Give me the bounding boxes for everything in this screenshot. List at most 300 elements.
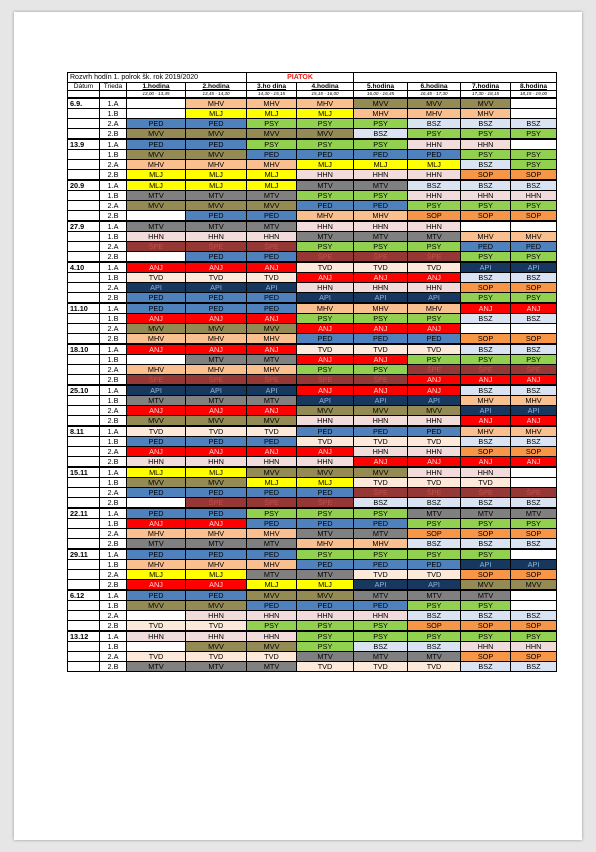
lesson-cell: PSY xyxy=(247,508,297,519)
lesson-cell: ŠPE xyxy=(297,498,354,509)
schedule-row xyxy=(68,396,557,406)
lesson-cell: PED xyxy=(186,252,247,263)
lesson-cell: MVV xyxy=(297,467,354,478)
date-cell-empty xyxy=(68,324,100,334)
lesson-cell: TVD xyxy=(127,621,186,632)
lesson-cell: MHV xyxy=(247,160,297,170)
lesson-cell: PED xyxy=(247,437,297,447)
lesson-cell: MVV xyxy=(247,416,297,427)
lesson-cell: HHN xyxy=(511,642,557,652)
lesson-cell: ŠPE xyxy=(408,488,461,498)
lesson-cell: API xyxy=(354,396,408,406)
lesson-cell: ANJ xyxy=(408,457,461,468)
date-cell-empty xyxy=(68,242,100,252)
schedule-row xyxy=(68,457,557,468)
lesson-cell: HHN xyxy=(354,170,408,181)
schedule-row xyxy=(68,601,557,611)
lesson-cell: ANJ xyxy=(461,416,511,427)
class-cell: 1.B xyxy=(100,396,127,406)
date-cell: 6.12 xyxy=(68,590,100,601)
lesson-cell: PSY xyxy=(461,519,511,529)
lesson-cell: PED xyxy=(297,334,354,345)
lesson-cell: HHN xyxy=(297,283,354,293)
lesson-cell: ŠPE xyxy=(408,252,461,263)
lesson-cell: HHN xyxy=(297,416,354,427)
date-cell-empty xyxy=(68,519,100,529)
class-cell: 2.A xyxy=(100,529,127,539)
lesson-cell: BSZ xyxy=(461,662,511,672)
lesson-cell: HHN xyxy=(186,611,247,621)
date-cell-empty xyxy=(68,314,100,324)
lesson-cell xyxy=(511,98,557,109)
lesson-cell xyxy=(511,467,557,478)
lesson-cell: PED xyxy=(127,437,186,447)
lesson-time-3: 14,30 - 15,15 xyxy=(247,91,297,99)
lesson-cell: ŠPE xyxy=(461,365,511,375)
lesson-cell: PED xyxy=(297,426,354,437)
lesson-cell: MTV xyxy=(127,662,186,672)
lesson-cell: API xyxy=(461,262,511,273)
lesson-time-8: 18,15 - 19,00 xyxy=(511,91,557,99)
schedule-row xyxy=(68,242,557,252)
schedule-row xyxy=(68,529,557,539)
class-cell: 1.B xyxy=(100,601,127,611)
schedule-row xyxy=(68,191,557,201)
title-row xyxy=(68,73,557,83)
lesson-cell: PED xyxy=(186,293,247,304)
lesson-cell: MTV xyxy=(408,652,461,662)
class-cell: 1.B xyxy=(100,560,127,570)
lesson-cell: HHN xyxy=(408,221,461,232)
lesson-cell: BSZ xyxy=(461,180,511,191)
class-cell: 1.B xyxy=(100,642,127,652)
lesson-cell: MLJ xyxy=(127,170,186,181)
date-cell-empty xyxy=(68,129,100,140)
class-cell: 2.B xyxy=(100,293,127,304)
lesson-cell: MVV xyxy=(511,580,557,591)
date-cell-empty xyxy=(68,539,100,550)
lesson-cell: TVD xyxy=(247,652,297,662)
lesson-cell: PSY xyxy=(461,601,511,611)
lesson-cell: ANJ xyxy=(127,580,186,591)
lesson-cell: TVD xyxy=(127,426,186,437)
lesson-cell: PSY xyxy=(297,242,354,252)
lesson-cell: ANJ xyxy=(408,273,461,283)
lesson-cell: API xyxy=(354,580,408,591)
lesson-cell: MHV xyxy=(511,232,557,242)
lesson-cell: MTV xyxy=(354,590,408,601)
lesson-cell xyxy=(127,642,186,652)
schedule-row xyxy=(68,590,557,601)
lesson-cell: SOP xyxy=(461,170,511,181)
lesson-cell: ANJ xyxy=(354,324,408,334)
date-cell-empty xyxy=(68,355,100,365)
date-cell: 20.9 xyxy=(68,180,100,191)
lesson-cell: API xyxy=(408,396,461,406)
lesson-cell: MLJ xyxy=(127,467,186,478)
lesson-cell: HHN xyxy=(247,631,297,642)
class-cell: 2.A xyxy=(100,570,127,580)
lesson-cell: MTV xyxy=(354,232,408,242)
date-cell-empty xyxy=(68,375,100,386)
schedule-row xyxy=(68,375,557,386)
lesson-cell: HHN xyxy=(127,631,186,642)
lesson-cell: BSZ xyxy=(511,498,557,509)
lesson-cell: ANJ xyxy=(127,519,186,529)
lesson-cell xyxy=(511,549,557,560)
lesson-cell: ANJ xyxy=(127,447,186,457)
lesson-cell xyxy=(511,324,557,334)
lesson-cell: TVD xyxy=(186,621,247,632)
lesson-cell: API xyxy=(247,385,297,396)
lesson-cell: API xyxy=(186,385,247,396)
lesson-cell: ŠPE xyxy=(186,242,247,252)
lesson-cell: BSZ xyxy=(461,539,511,550)
lesson-cell: TVD xyxy=(354,262,408,273)
class-cell: 1.B xyxy=(100,437,127,447)
lesson-cell: MTV xyxy=(354,652,408,662)
class-cell: 2.A xyxy=(100,201,127,211)
date-column-header: Dátum xyxy=(68,83,100,91)
lesson-time-2: 13,45 - 14,30 xyxy=(186,91,247,99)
lesson-cell: TVD xyxy=(408,478,461,488)
lesson-cell: MVV xyxy=(247,642,297,652)
lesson-cell xyxy=(461,324,511,334)
date-cell: 22.11 xyxy=(68,508,100,519)
schedule-row xyxy=(68,385,557,396)
lesson-cell xyxy=(511,601,557,611)
date-cell: 8.11 xyxy=(68,426,100,437)
class-cell: 2.A xyxy=(100,242,127,252)
lesson-cell: PSY xyxy=(408,549,461,560)
date-cell-empty xyxy=(68,416,100,427)
lesson-cell: TVD xyxy=(408,662,461,672)
lesson-cell: PSY xyxy=(511,252,557,263)
lesson-cell: PED xyxy=(247,488,297,498)
lesson-cell: ANJ xyxy=(247,262,297,273)
lesson-cell: ANJ xyxy=(247,314,297,324)
lesson-cell: MLJ xyxy=(186,180,247,191)
lesson-cell: ŠPE xyxy=(511,488,557,498)
lesson-cell: MHV xyxy=(354,539,408,550)
class-cell: 2.B xyxy=(100,170,127,181)
day-title: PIATOK xyxy=(247,73,354,83)
lesson-cell: API xyxy=(511,262,557,273)
lesson-cell: ŠPE xyxy=(186,498,247,509)
lesson-cell: ŠPE xyxy=(186,375,247,386)
lesson-cell: MLJ xyxy=(186,467,247,478)
schedule-row xyxy=(68,570,557,580)
lesson-cell: MLJ xyxy=(186,570,247,580)
lesson-cell: PED xyxy=(354,201,408,211)
schedule-row xyxy=(68,221,557,232)
lesson-cell: PSY xyxy=(247,139,297,150)
schedule-title: Rozvrh hodín 1. polrok šk. rok 2019/2020 xyxy=(68,73,247,83)
lesson-cell: TVD xyxy=(247,426,297,437)
lesson-cell: ANJ xyxy=(511,457,557,468)
lesson-cell: MTV xyxy=(354,529,408,539)
lesson-cell: PSY xyxy=(297,314,354,324)
lesson-cell: MHV xyxy=(461,426,511,437)
class-cell: 1.A xyxy=(100,631,127,642)
lesson-cell: ANJ xyxy=(186,406,247,416)
class-cell: 1.B xyxy=(100,355,127,365)
lesson-cell: BSZ xyxy=(511,437,557,447)
lesson-cell: MTV xyxy=(247,662,297,672)
lesson-cell: ANJ xyxy=(461,457,511,468)
lesson-cell: PED xyxy=(297,601,354,611)
lesson-cell: MTV xyxy=(297,570,354,580)
document-page xyxy=(14,12,582,840)
lesson-cell: API xyxy=(461,560,511,570)
lesson-cell xyxy=(127,355,186,365)
date-cell-empty xyxy=(68,437,100,447)
lesson-cell: MLJ xyxy=(127,570,186,580)
lesson-cell: HHN xyxy=(297,170,354,181)
lesson-cell: PED xyxy=(247,252,297,263)
lesson-cell: HHN xyxy=(461,139,511,150)
lesson-cell: MTV xyxy=(186,662,247,672)
lesson-header-3: 3.ho dina xyxy=(247,83,297,91)
lesson-cell: ANJ xyxy=(247,447,297,457)
schedule-row xyxy=(68,252,557,263)
lesson-cell: PED xyxy=(247,519,297,529)
lesson-cell: MTV xyxy=(461,590,511,601)
lesson-cell: MHV xyxy=(186,98,247,109)
lesson-cell: ANJ xyxy=(354,355,408,365)
schedule-row xyxy=(68,621,557,632)
lesson-cell: PED xyxy=(127,303,186,314)
class-cell: 2.B xyxy=(100,580,127,591)
lesson-cell: MHV xyxy=(354,211,408,222)
lesson-cell: ŠPE xyxy=(408,365,461,375)
lesson-cell: HHN xyxy=(297,221,354,232)
lesson-cell: SOP xyxy=(461,621,511,632)
date-cell-empty xyxy=(68,252,100,263)
lesson-cell: TVD xyxy=(354,570,408,580)
lesson-cell: PED xyxy=(127,549,186,560)
lesson-cell: HHN xyxy=(408,467,461,478)
lesson-cell: MTV xyxy=(408,232,461,242)
lesson-cell: TVD xyxy=(408,437,461,447)
lesson-cell: MHV xyxy=(127,365,186,375)
lesson-cell: MHV xyxy=(186,529,247,539)
lesson-cell: TVD xyxy=(354,344,408,355)
lesson-cell: HHN xyxy=(408,283,461,293)
date-cell-empty xyxy=(68,406,100,416)
date-cell-empty xyxy=(68,570,100,580)
lesson-cell: HHN xyxy=(186,631,247,642)
lesson-cell: TVD xyxy=(127,652,186,662)
lesson-cell: TVD xyxy=(186,652,247,662)
lesson-cell: MHV xyxy=(511,396,557,406)
lesson-cell: HHN xyxy=(461,467,511,478)
lesson-cell: TVD xyxy=(186,273,247,283)
class-cell: 2.A xyxy=(100,283,127,293)
date-cell-empty xyxy=(68,150,100,160)
date-cell-empty xyxy=(68,601,100,611)
lesson-cell: API xyxy=(247,283,297,293)
lesson-cell: PSY xyxy=(354,119,408,129)
lesson-cell: SOP xyxy=(511,529,557,539)
date-cell-empty xyxy=(68,293,100,304)
lesson-cell: BSZ xyxy=(408,539,461,550)
lesson-cell: HHN xyxy=(186,457,247,468)
lesson-cell: PSY xyxy=(297,119,354,129)
lesson-cell: TVD xyxy=(354,662,408,672)
lesson-cell: MVV xyxy=(127,601,186,611)
lesson-cell: PSY xyxy=(354,242,408,252)
date-cell-empty xyxy=(68,232,100,242)
date-cell-empty xyxy=(68,457,100,468)
schedule-body xyxy=(68,73,557,672)
lesson-cell: ANJ xyxy=(297,447,354,457)
schedule-row xyxy=(68,519,557,529)
lesson-cell: BSZ xyxy=(511,314,557,324)
lesson-cell: ANJ xyxy=(186,447,247,457)
lesson-cell: BSZ xyxy=(408,611,461,621)
class-cell: 2.A xyxy=(100,365,127,375)
date-cell-empty xyxy=(68,119,100,129)
class-cell: 1.A xyxy=(100,180,127,191)
lesson-cell: BSZ xyxy=(511,611,557,621)
class-cell: 2.B xyxy=(100,252,127,263)
lesson-cell: MTV xyxy=(186,191,247,201)
lesson-cell: TVD xyxy=(297,262,354,273)
lesson-cell: SOP xyxy=(408,621,461,632)
lesson-cell: BSZ xyxy=(354,129,408,140)
lesson-cell: MTV xyxy=(127,191,186,201)
lesson-time-7: 17,30 - 18,15 xyxy=(461,91,511,99)
lesson-cell: API xyxy=(127,283,186,293)
lesson-cell: MHV xyxy=(297,211,354,222)
lesson-cell: ŠPE xyxy=(247,375,297,386)
date-cell-empty xyxy=(68,621,100,632)
lesson-cell: MLJ xyxy=(127,180,186,191)
lesson-cell: ANJ xyxy=(247,344,297,355)
lesson-cell: HHN xyxy=(354,611,408,621)
lesson-cell xyxy=(461,221,511,232)
lesson-cell: ANJ xyxy=(247,406,297,416)
date-cell: 15.11 xyxy=(68,467,100,478)
date-cell-empty xyxy=(68,191,100,201)
lesson-cell: PED xyxy=(186,139,247,150)
lesson-cell: TVD xyxy=(461,478,511,488)
lesson-cell: HHN xyxy=(247,611,297,621)
lesson-cell: MLJ xyxy=(297,160,354,170)
lesson-cell: PSY xyxy=(354,508,408,519)
lesson-cell: ANJ xyxy=(186,314,247,324)
lesson-cell: ŠPE xyxy=(127,375,186,386)
lesson-cell: HHN xyxy=(354,416,408,427)
date-cell-empty xyxy=(68,447,100,457)
lesson-cell xyxy=(511,221,557,232)
lesson-cell: PED xyxy=(297,488,354,498)
lesson-cell xyxy=(511,478,557,488)
class-cell: 1.B xyxy=(100,273,127,283)
lesson-cell: TVD xyxy=(186,426,247,437)
header-row xyxy=(68,83,557,91)
lesson-cell: PED xyxy=(127,139,186,150)
lesson-cell: API xyxy=(186,283,247,293)
lesson-cell: PED xyxy=(408,560,461,570)
lesson-cell: PED xyxy=(354,601,408,611)
lesson-cell: ANJ xyxy=(354,457,408,468)
lesson-cell: BSZ xyxy=(461,314,511,324)
lesson-cell: SOP xyxy=(461,529,511,539)
date-cell: 27.9 xyxy=(68,221,100,232)
lesson-cell: BSZ xyxy=(461,160,511,170)
lesson-cell: MLJ xyxy=(247,180,297,191)
lesson-cell xyxy=(127,98,186,109)
lesson-cell: MVV xyxy=(354,98,408,109)
lesson-cell xyxy=(127,252,186,263)
class-cell: 2.B xyxy=(100,457,127,468)
lesson-cell: PSY xyxy=(354,631,408,642)
lesson-cell: MTV xyxy=(461,508,511,519)
lesson-cell: TVD xyxy=(408,344,461,355)
lesson-cell: TVD xyxy=(247,273,297,283)
schedule-row xyxy=(68,642,557,652)
lesson-cell: BSZ xyxy=(461,385,511,396)
lesson-cell: HHN xyxy=(247,232,297,242)
lesson-cell xyxy=(127,611,186,621)
lesson-cell: MHV xyxy=(247,365,297,375)
lesson-cell: MTV xyxy=(186,221,247,232)
lesson-cell: TVD xyxy=(408,262,461,273)
lesson-header-4: 4.hodina xyxy=(297,83,354,91)
lesson-cell: PSY xyxy=(511,150,557,160)
lesson-cell: PSY xyxy=(461,549,511,560)
lesson-cell: API xyxy=(297,396,354,406)
lesson-cell: MVV xyxy=(127,201,186,211)
lesson-cell: PSY xyxy=(461,355,511,365)
lesson-cell: BSZ xyxy=(408,642,461,652)
lesson-cell: ANJ xyxy=(127,344,186,355)
lesson-cell: ANJ xyxy=(408,324,461,334)
lesson-cell: BSZ xyxy=(408,498,461,509)
lesson-cell: PED xyxy=(127,488,186,498)
class-cell: 2.A xyxy=(100,160,127,170)
lesson-cell: PSY xyxy=(511,355,557,365)
lesson-cell: PED xyxy=(297,519,354,529)
lesson-cell: MTV xyxy=(186,355,247,365)
date-cell: 25.10 xyxy=(68,385,100,396)
class-cell: 2.B xyxy=(100,375,127,386)
lesson-cell: MTV xyxy=(297,529,354,539)
lesson-cell: PED xyxy=(127,119,186,129)
lesson-cell: ŠPE xyxy=(511,365,557,375)
lesson-cell: PSY xyxy=(461,150,511,160)
class-cell: 2.A xyxy=(100,324,127,334)
schedule-row xyxy=(68,611,557,621)
lesson-cell: API xyxy=(297,293,354,304)
lesson-cell: PSY xyxy=(511,129,557,140)
date-cell-empty xyxy=(68,273,100,283)
schedule-row xyxy=(68,273,557,283)
lesson-cell: MHV xyxy=(511,426,557,437)
lesson-cell: MVV xyxy=(461,98,511,109)
lesson-cell: PED xyxy=(186,437,247,447)
schedule-row xyxy=(68,334,557,345)
lesson-cell: BSZ xyxy=(408,119,461,129)
schedule-row xyxy=(68,293,557,304)
date-cell-empty xyxy=(68,529,100,539)
lesson-cell: MHV xyxy=(247,560,297,570)
lesson-cell: PED xyxy=(247,211,297,222)
lesson-cell: MTV xyxy=(127,221,186,232)
lesson-cell: HHN xyxy=(461,642,511,652)
